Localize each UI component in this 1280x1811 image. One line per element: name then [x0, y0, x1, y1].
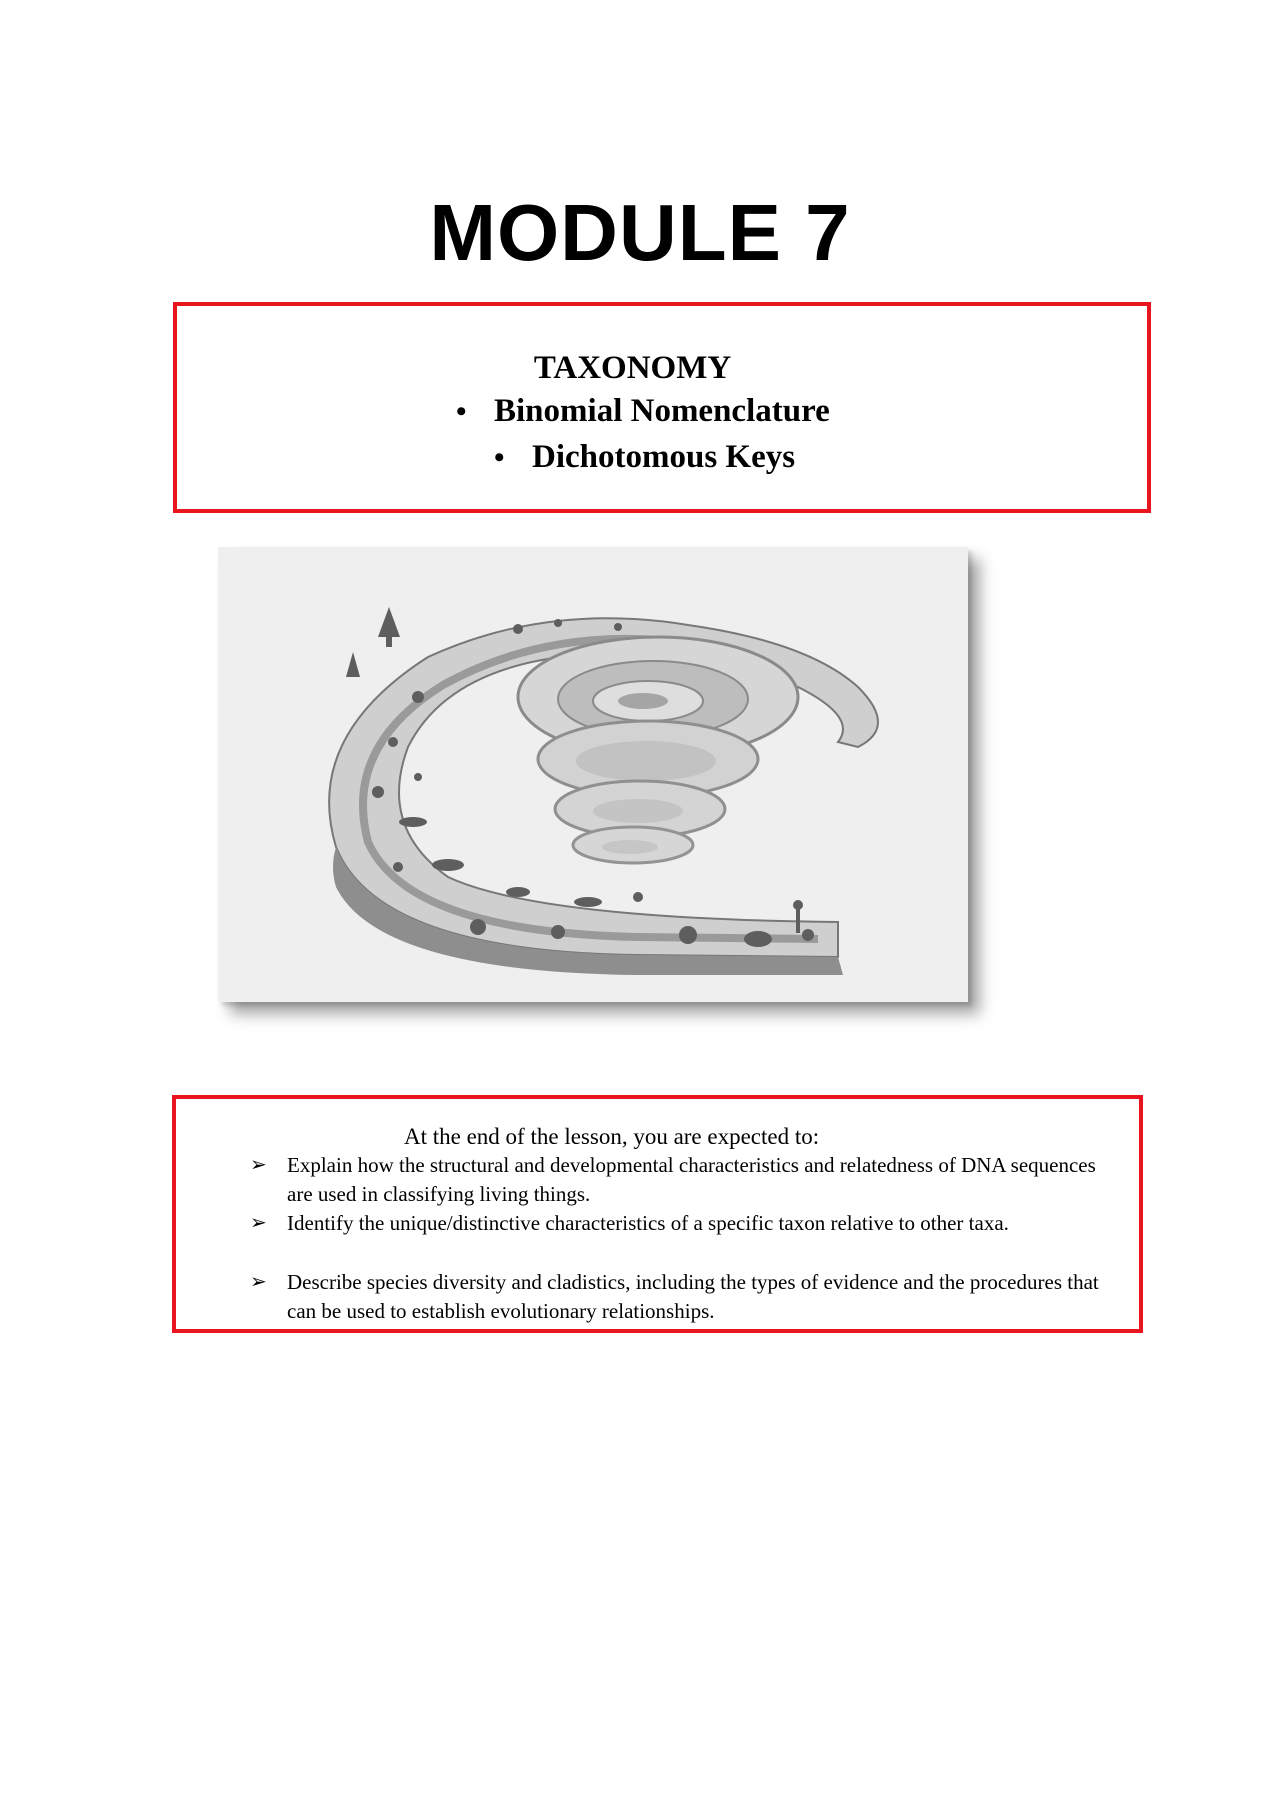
topic-heading: TAXONOMY — [533, 350, 732, 386]
arrow-bullet-icon: ➢ — [250, 1271, 267, 1293]
objective-item: ➢ Explain how the structural and developmental characteristics and relatedness of DNA sequences are used in classifying living things. — [250, 1153, 1096, 1206]
module-title: MODULE 7 — [429, 188, 851, 277]
bullet-icon: • — [456, 395, 467, 428]
bullet-icon: • — [494, 441, 505, 474]
topic-item-binomial: • Binomial Nomenclature — [456, 391, 830, 432]
objective-item: ➢ Describe species diversity and cladistics, including the types of evidence and the procedures that can be used to establish evolutionary relationships. — [250, 1270, 1099, 1323]
arrow-bullet-icon: ➢ — [250, 1212, 267, 1234]
evolution-spiral-icon — [218, 547, 968, 1002]
objectives-intro: At the end of the lesson, you are expected to: — [404, 1124, 820, 1149]
evolution-spiral-illustration — [218, 547, 968, 1002]
objective-item: ➢ Identify the unique/distinctive characteristics of a specific taxon relative to other taxa. — [250, 1209, 1100, 1238]
arrow-bullet-icon: ➢ — [250, 1154, 267, 1176]
topic-item-dichotomous: • Dichotomous Keys — [494, 437, 795, 478]
